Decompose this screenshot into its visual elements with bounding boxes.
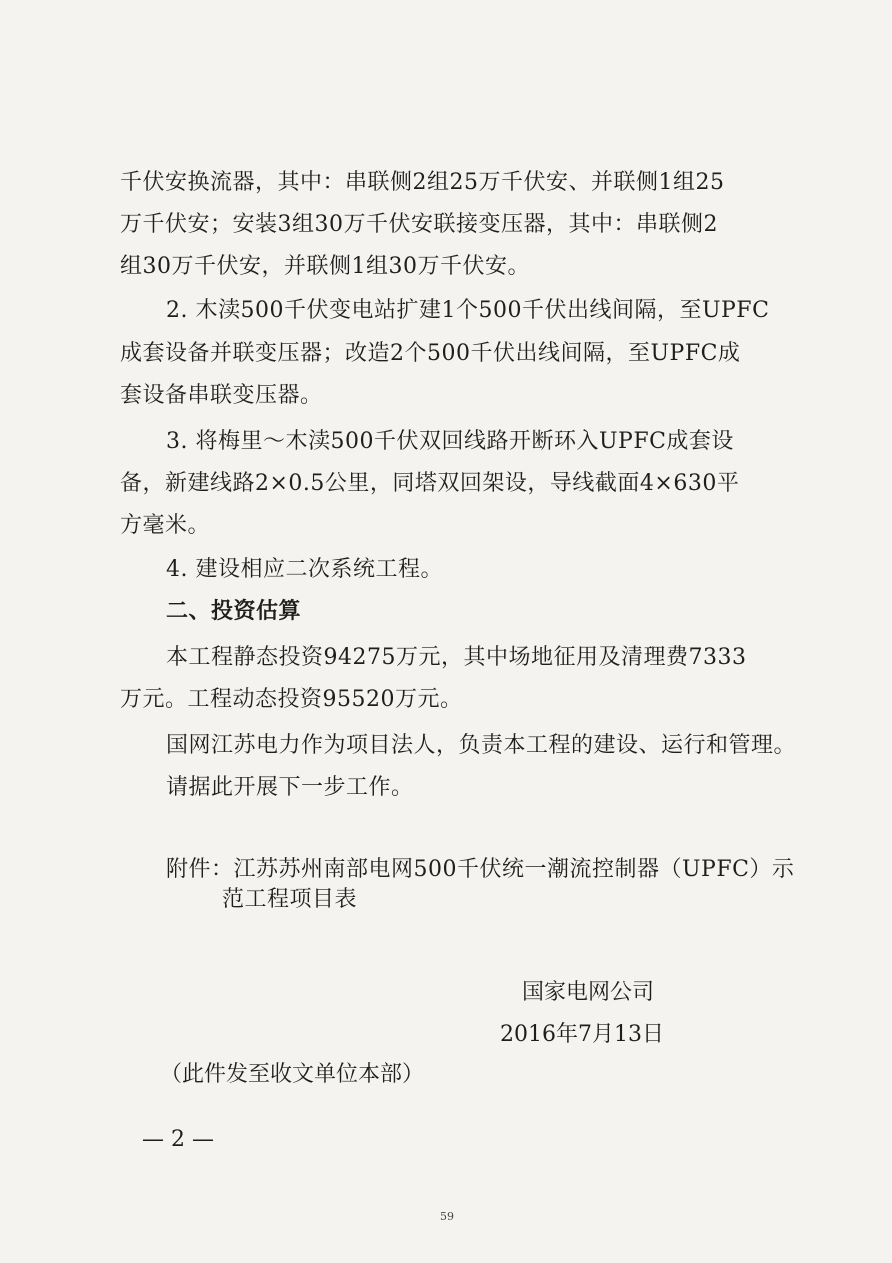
- body-line-1: 千伏安换流器，其中：串联侧2组25万千伏安、并联侧1组25: [120, 170, 725, 195]
- body-line-3: 组30万千伏安，并联侧1组30万千伏安。: [120, 254, 530, 279]
- section-heading-investment: 二、投资估算: [166, 599, 302, 624]
- body-line-10: 4. 建设相应二次系统工程。: [166, 557, 443, 582]
- signature-date: 2016年7月13日: [500, 1022, 664, 1047]
- legal-person-line: 国网江苏电力作为项目法人，负责本工程的建设、运行和管理。: [166, 733, 797, 758]
- attachment-line-1: 附件：江苏苏州南部电网500千伏统一潮流控制器（UPFC）示: [166, 857, 795, 882]
- investment-line-2: 万元。工程动态投资95520万元。: [120, 687, 463, 712]
- instruction-line: 请据此开展下一步工作。: [166, 775, 414, 800]
- scan-number: 59: [440, 1210, 454, 1223]
- body-line-2: 万千伏安；安装3组30万千伏安联接变压器，其中：串联侧2: [120, 212, 718, 237]
- signature-org: 国家电网公司: [522, 980, 655, 1005]
- distribution-note: （此件发至收文单位本部）: [160, 1062, 425, 1087]
- page-number: — 2 —: [142, 1127, 214, 1152]
- body-line-8: 备，新建线路2×0.5公里，同塔双回架设，导线截面4×630平: [120, 471, 740, 496]
- attachment-line-2: 范工程项目表: [222, 887, 358, 912]
- body-line-7: 3. 将梅里～木渎500千伏双回线路开断环入UPFC成套设: [166, 429, 734, 454]
- body-line-4: 2. 木渎500千伏变电站扩建1个500千伏出线间隔，至UPFC: [166, 298, 770, 323]
- body-line-6: 套设备串联变压器。: [120, 383, 323, 408]
- body-line-9: 方毫米。: [120, 513, 211, 538]
- investment-line-1: 本工程静态投资94275万元，其中场地征用及清理费7333: [166, 645, 747, 670]
- body-line-5: 成套设备并联变压器；改造2个500千伏出线间隔，至UPFC成: [120, 341, 741, 366]
